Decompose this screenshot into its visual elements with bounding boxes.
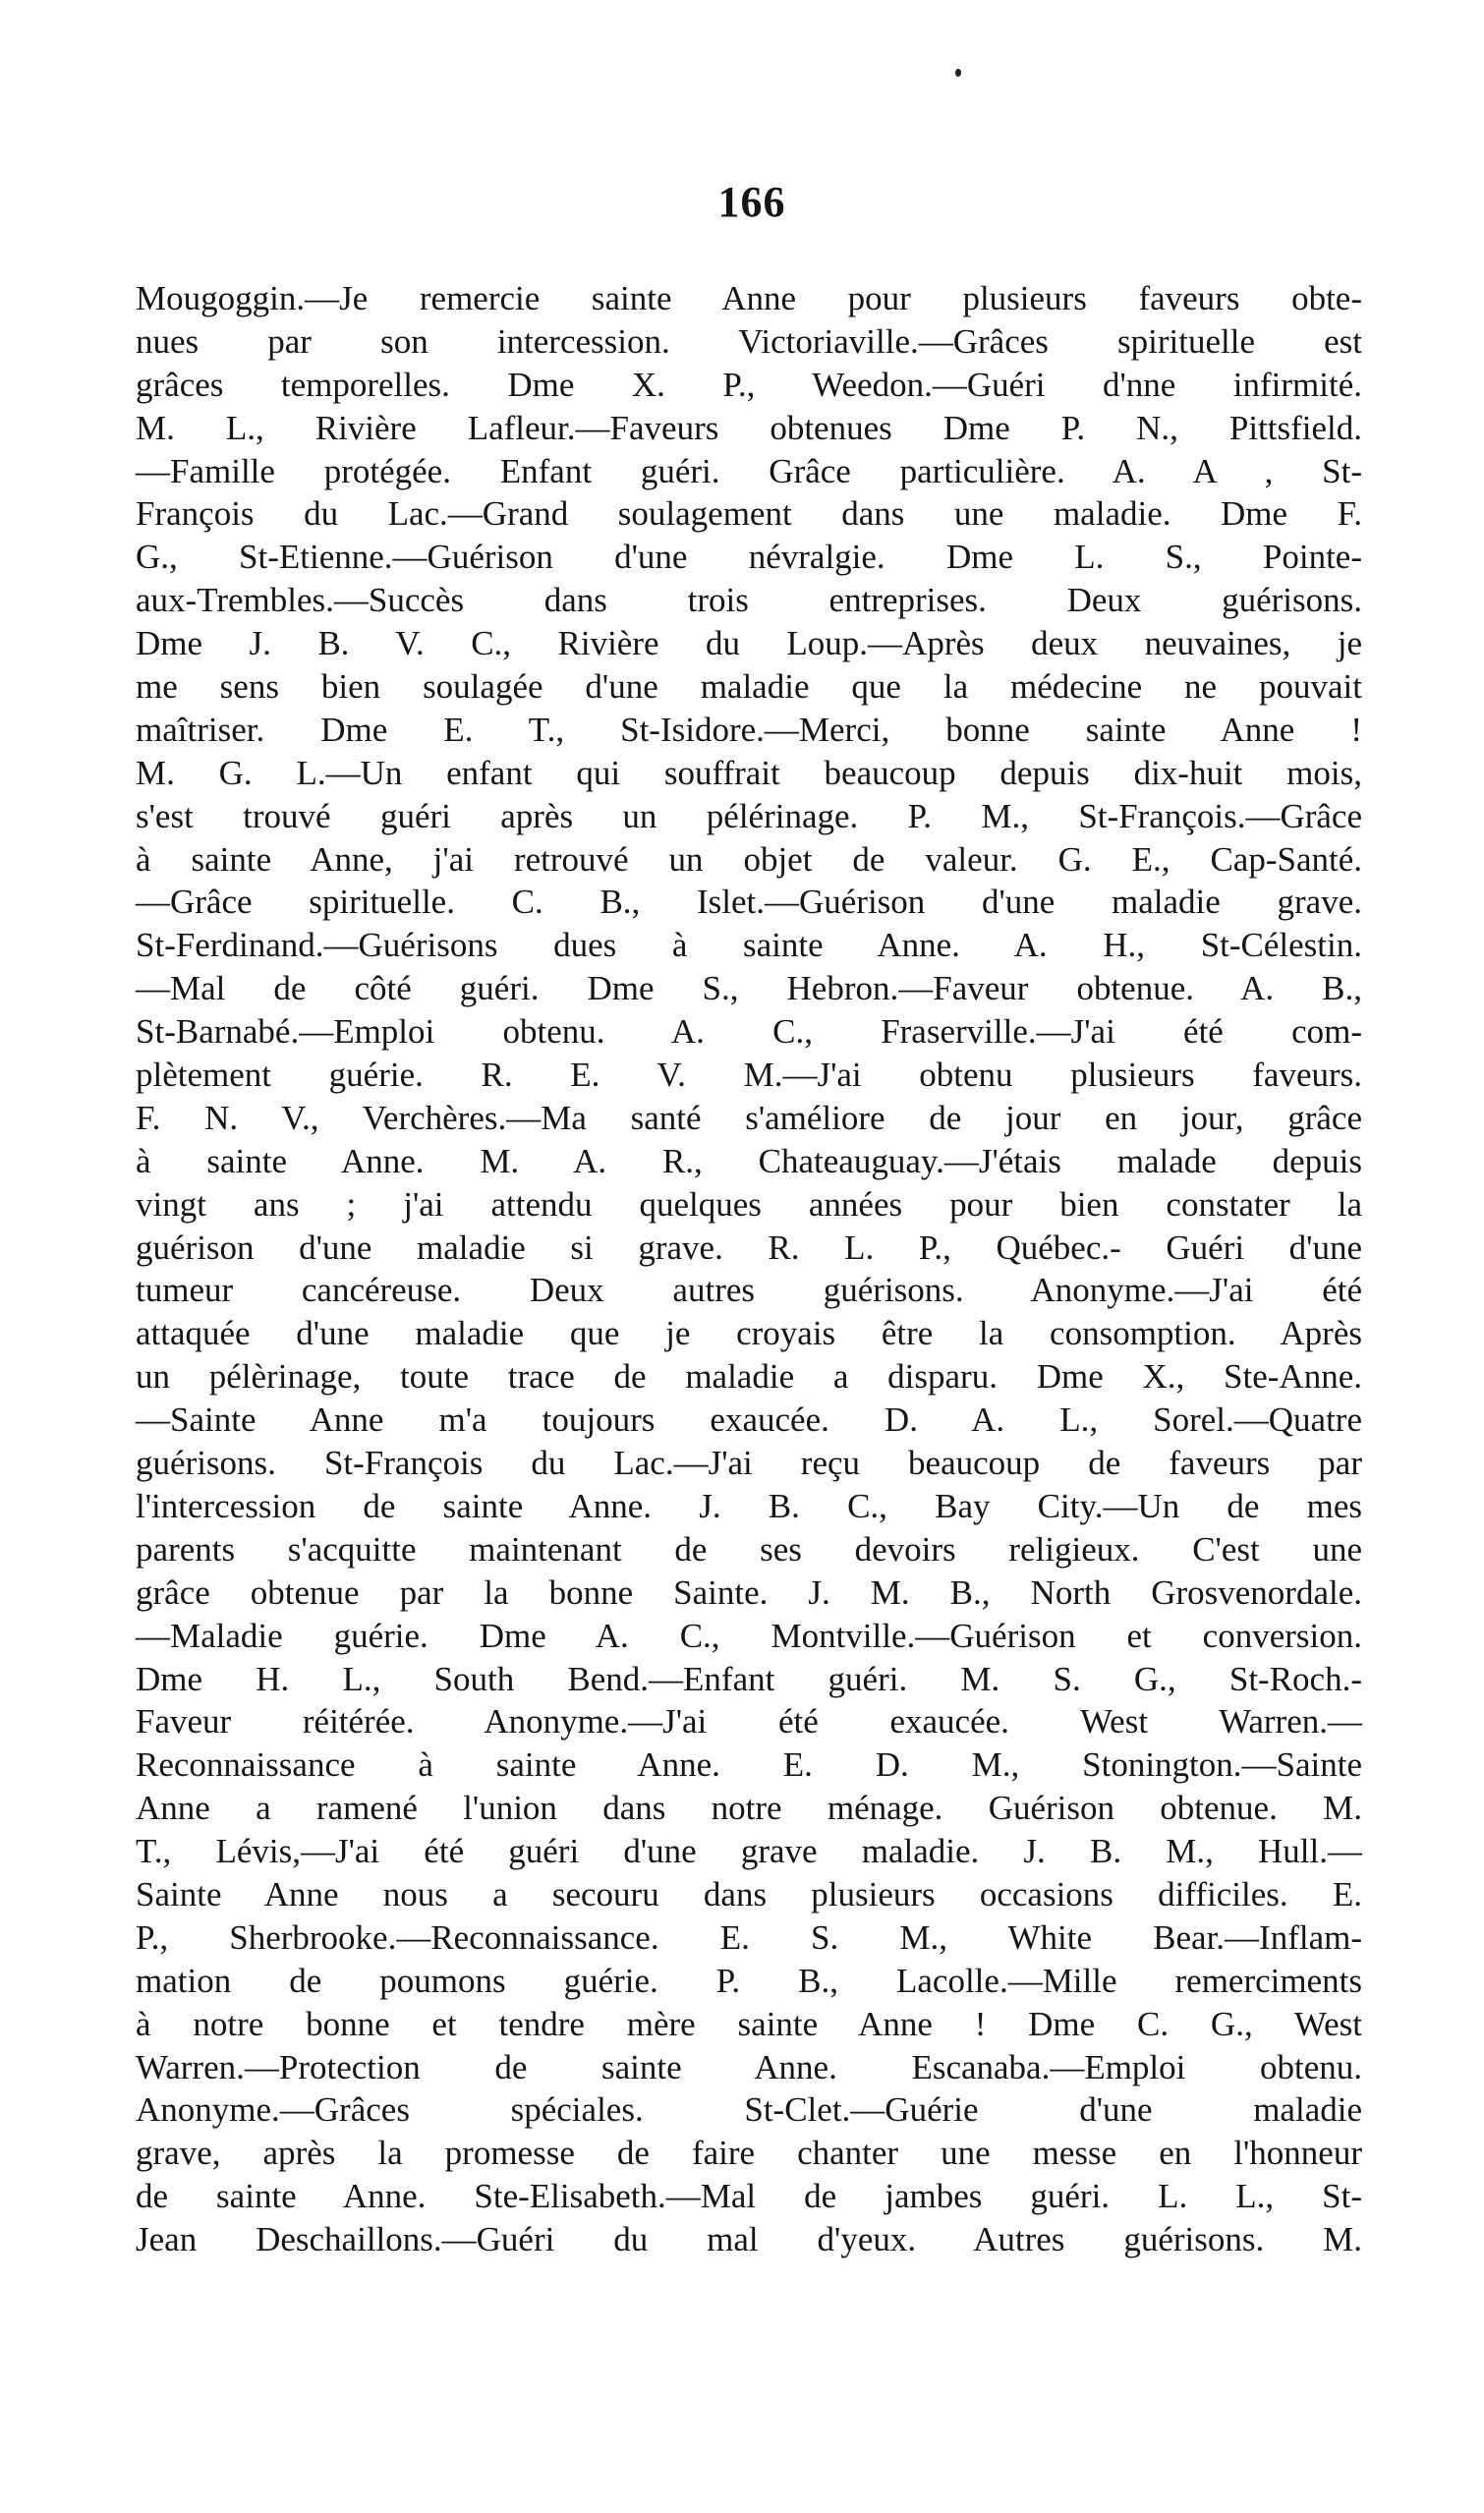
text-line: Dme J. B. V. C., Rivière du Loup.—Après deux neuvaines, je xyxy=(136,624,1362,663)
text-line: —Grâce spirituelle. C. B., Islet.—Guérison d'une maladie grave. xyxy=(136,883,1362,922)
text-line: M. G. L.—Un enfant qui souffrait beaucoup depuis dix-huit mois, xyxy=(136,753,1362,792)
text-line: guérisons. St-François du Lac.—J'ai reçu beaucoup de faveurs par xyxy=(136,1444,1362,1483)
text-line: Sainte Anne nous a secouru dans plusieurs occasions difficiles. E. xyxy=(136,1874,1362,1913)
text-line: P., Sherbrooke.—Reconnaissance. E. S. M., White Bear.—Inflam- xyxy=(136,1917,1362,1957)
text-line: plètement guérie. R. E. V. M.—J'ai obtenu plusieurs faveurs. xyxy=(136,1056,1362,1095)
text-line: G., St-Etienne.—Guérison d'une névralgie. Dme L. S., Pointe- xyxy=(136,538,1362,577)
text-line: —Famille protégée. Enfant guéri. Grâce particulière. A. A , St- xyxy=(136,451,1362,490)
text-line: St-Barnabé.—Emploi obtenu. A. C., Fraserville.—J'ai été com- xyxy=(136,1012,1362,1052)
text-line: F. N. V., Verchères.—Ma santé s'améliore de jour en jour, grâce xyxy=(136,1098,1362,1137)
text-line: tumeur cancéreuse. Deux autres guérisons. Anonyme.—J'ai été xyxy=(136,1271,1362,1310)
text-line: parents s'acquitte maintenant de ses devoirs religieux. C'est une xyxy=(136,1529,1362,1569)
text-line: —Mal de côté guéri. Dme S., Hebron.—Faveur obtenue. A. B., xyxy=(136,969,1362,1008)
text-line: de sainte Anne. Ste-Elisabeth.—Mal de jambes guéri. L. L., St- xyxy=(136,2177,1362,2216)
text-line: un pélèrinage, toute trace de maladie a disparu. Dme X., Ste-Anne. xyxy=(136,1357,1362,1397)
text-line: guérison d'une maladie si grave. R. L. P., Québec.- Guéri d'une xyxy=(136,1228,1362,1267)
page-number: 166 xyxy=(717,178,786,226)
text-line: s'est trouvé guéri après un pélérinage. P. M., St-François.—Grâce xyxy=(136,796,1362,835)
text-line: Faveur réitérée. Anonyme.—J'ai été exaucée. West Warren.— xyxy=(136,1702,1362,1742)
text-line: Anne a ramené l'union dans notre ménage. Guérison obtenue. M. xyxy=(136,1789,1362,1828)
text-line: à notre bonne et tendre mère sainte Anne ! Dme C. G., West xyxy=(136,2004,1362,2043)
text-line: Reconnaissance à sainte Anne. E. D. M., Stonington.—Sainte xyxy=(136,1745,1362,1785)
text-line: T., Lévis,—J'ai été guéri d'une grave maladie. J. B. M., Hull.— xyxy=(136,1832,1362,1871)
text-line: —Sainte Anne m'a toujours exaucée. D. A. L., Sorel.—Quatre xyxy=(136,1400,1362,1440)
text-line: St-Ferdinand.—Guérisons dues à sainte Anne. A. H., St-Célestin. xyxy=(136,926,1362,965)
text-line: attaquée d'une maladie que je croyais être la consomption. Après xyxy=(136,1314,1362,1353)
text-line: me sens bien soulagée d'une maladie que la médecine ne pouvait xyxy=(136,667,1362,707)
text-line: Warren.—Protection de sainte Anne. Escanaba.—Emploi obtenu. xyxy=(136,2047,1362,2086)
text-line: Anonyme.—Grâces spéciales. St-Clet.—Guérie d'une maladie xyxy=(136,2090,1362,2130)
body-text xyxy=(136,277,1362,2261)
text-line: à sainte Anne, j'ai retrouvé un objet de valeur. G. E., Cap-Santé. xyxy=(136,839,1362,879)
text-line: —Maladie guérie. Dme A. C., Montville.—Guérison et conversion. xyxy=(136,1616,1362,1655)
text-line: nues par son intercession. Victoriaville.—Grâces spirituelle est xyxy=(136,321,1362,361)
text-line: François du Lac.—Grand soulagement dans une maladie. Dme F. xyxy=(136,494,1362,534)
text-line: à sainte Anne. M. A. R., Chateauguay.—J'étais malade depuis xyxy=(136,1141,1362,1180)
text-line: Jean Deschaillons.—Guéri du mal d'yeux. Autres guérisons. M. xyxy=(136,2220,1362,2259)
text-line: M. L., Rivière Lafleur.—Faveurs obtenues Dme P. N., Pittsfield. xyxy=(136,408,1362,447)
text-line: l'intercession de sainte Anne. J. B. C., Bay City.—Un de mes xyxy=(136,1486,1362,1525)
text-line: Mougoggin.—Je remercie sainte Anne pour plusieurs faveurs obte- xyxy=(136,279,1362,317)
text-line: Dme H. L., South Bend.—Enfant guéri. M. S. G., St-Roch.- xyxy=(136,1659,1362,1698)
text-line: mation de poumons guérie. P. B., Lacolle.—Mille remerciments xyxy=(136,1961,1362,2000)
ink-speck xyxy=(955,69,961,77)
text-line: grâces temporelles. Dme X. P., Weedon.—Guéri d'nne infirmité. xyxy=(136,365,1362,404)
text-line: aux-Trembles.—Succès dans trois entreprises. Deux guérisons. xyxy=(136,581,1362,620)
text-line: grâce obtenue par la bonne Sainte. J. M. B., North Grosvenordale. xyxy=(136,1572,1362,1612)
text-line: maîtriser. Dme E. T., St-Isidore.—Merci, bonne sainte Anne ! xyxy=(136,710,1362,749)
text-line: grave, après la promesse de faire chanter une messe en l'honneur xyxy=(136,2134,1362,2173)
text-line: vingt ans ; j'ai attendu quelques années pour bien constater la xyxy=(136,1184,1362,1224)
